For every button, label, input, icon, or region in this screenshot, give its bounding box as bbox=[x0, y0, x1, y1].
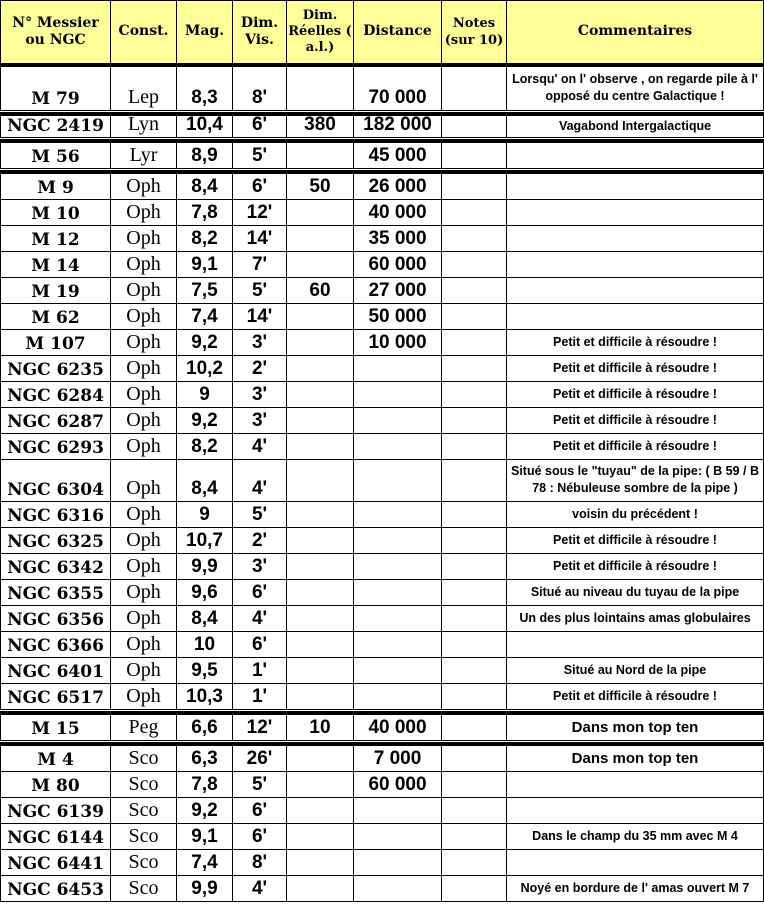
visual-size-cell: 8' bbox=[232, 849, 286, 875]
table-row bbox=[0, 849, 764, 875]
distance-cell bbox=[353, 605, 441, 631]
real-size-cell bbox=[286, 407, 353, 433]
object-name-cell: NGC 6293 bbox=[0, 433, 110, 459]
visual-size-cell: 4' bbox=[232, 459, 286, 501]
distance-cell bbox=[353, 501, 441, 527]
table-row bbox=[0, 714, 764, 740]
real-size-cell bbox=[286, 849, 353, 875]
magnitude-cell: 10 bbox=[176, 631, 232, 657]
table-row bbox=[0, 771, 764, 797]
header-visual-size: Dim. Vis. bbox=[232, 0, 286, 63]
header-notes: Notes (sur 10) bbox=[441, 0, 506, 63]
object-name-cell: NGC 6356 bbox=[0, 605, 110, 631]
real-size-cell bbox=[286, 381, 353, 407]
header-object-name: N° Messier ou NGC bbox=[0, 0, 110, 63]
visual-size-cell: 6' bbox=[232, 797, 286, 823]
notes-cell bbox=[441, 303, 506, 329]
distance-cell bbox=[353, 797, 441, 823]
real-size-cell bbox=[286, 66, 353, 111]
table-row bbox=[0, 303, 764, 329]
distance-cell bbox=[353, 355, 441, 381]
visual-size-cell: 1' bbox=[232, 683, 286, 710]
distance-cell: 60 000 bbox=[353, 251, 441, 277]
constellation-cell: Sco bbox=[110, 797, 176, 823]
notes-cell bbox=[441, 553, 506, 579]
constellation-cell: Peg bbox=[110, 714, 176, 741]
real-size-cell bbox=[286, 745, 353, 771]
distance-cell: 70 000 bbox=[353, 66, 441, 111]
visual-size-cell: 6' bbox=[232, 823, 286, 849]
constellation-cell: Sco bbox=[110, 823, 176, 849]
comment-cell bbox=[506, 251, 764, 277]
visual-size-cell: 3' bbox=[232, 329, 286, 355]
visual-size-cell: 8' bbox=[232, 66, 286, 111]
real-size-cell bbox=[286, 683, 353, 710]
constellation-cell: Oph bbox=[110, 173, 176, 199]
comment-cell: Petit et difficile à résoudre ! bbox=[506, 433, 764, 459]
notes-cell bbox=[441, 875, 506, 902]
constellation-cell: Lyr bbox=[110, 142, 176, 169]
notes-cell bbox=[441, 771, 506, 797]
magnitude-cell: 7,4 bbox=[176, 849, 232, 875]
constellation-cell: Oph bbox=[110, 501, 176, 527]
real-size-cell bbox=[286, 433, 353, 459]
table-row bbox=[0, 683, 764, 709]
notes-cell bbox=[441, 115, 506, 138]
header-magnitude: Mag. bbox=[176, 0, 232, 63]
real-size-cell: 60 bbox=[286, 277, 353, 303]
comment-cell: Lorsqu' on l' observe , on regarde pile à l' opposé du centre Galactique ! bbox=[506, 66, 764, 111]
notes-cell bbox=[441, 501, 506, 527]
constellation-cell: Oph bbox=[110, 407, 176, 433]
distance-cell: 182 000 bbox=[353, 115, 441, 138]
table-row bbox=[0, 66, 764, 110]
comment-cell bbox=[506, 225, 764, 251]
real-size-cell bbox=[286, 225, 353, 251]
object-name-cell: M 56 bbox=[0, 142, 110, 169]
constellation-cell: Oph bbox=[110, 329, 176, 355]
distance-cell: 60 000 bbox=[353, 771, 441, 797]
constellation-cell: Oph bbox=[110, 683, 176, 710]
distance-cell: 7 000 bbox=[353, 745, 441, 771]
object-name-cell: NGC 6144 bbox=[0, 823, 110, 849]
distance-cell bbox=[353, 527, 441, 553]
visual-size-cell: 5' bbox=[232, 277, 286, 303]
real-size-cell bbox=[286, 771, 353, 797]
table-row bbox=[0, 355, 764, 381]
table-row bbox=[0, 631, 764, 657]
magnitude-cell: 7,8 bbox=[176, 771, 232, 797]
visual-size-cell: 14' bbox=[232, 303, 286, 329]
magnitude-cell: 9,9 bbox=[176, 875, 232, 902]
object-name-cell: NGC 6401 bbox=[0, 657, 110, 683]
object-name-cell: NGC 2419 bbox=[0, 115, 110, 138]
header-distance: Distance bbox=[353, 0, 441, 63]
table-row bbox=[0, 381, 764, 407]
comment-cell bbox=[506, 199, 764, 225]
magnitude-cell: 9,1 bbox=[176, 823, 232, 849]
distance-cell bbox=[353, 459, 441, 501]
notes-cell bbox=[441, 605, 506, 631]
constellation-cell: Lep bbox=[110, 66, 176, 111]
object-name-cell: NGC 6235 bbox=[0, 355, 110, 381]
distance-cell bbox=[353, 631, 441, 657]
table-row bbox=[0, 459, 764, 501]
comment-cell: Un des plus lointains amas globulaires bbox=[506, 605, 764, 631]
visual-size-cell: 6' bbox=[232, 115, 286, 138]
distance-cell bbox=[353, 683, 441, 710]
magnitude-cell: 6,6 bbox=[176, 714, 232, 741]
visual-size-cell: 4' bbox=[232, 605, 286, 631]
constellation-cell: Sco bbox=[110, 771, 176, 797]
object-name-cell: M 80 bbox=[0, 771, 110, 797]
real-size-cell bbox=[286, 797, 353, 823]
comment-cell: Petit et difficile à résoudre ! bbox=[506, 683, 764, 710]
notes-cell bbox=[441, 527, 506, 553]
constellation-cell: Oph bbox=[110, 355, 176, 381]
notes-cell bbox=[441, 251, 506, 277]
object-name-cell: M 9 bbox=[0, 173, 110, 199]
visual-size-cell: 2' bbox=[232, 355, 286, 381]
header-real-size: Dim. Réelles ( a.l.) bbox=[286, 0, 353, 63]
object-name-cell: M 79 bbox=[0, 66, 110, 111]
visual-size-cell: 3' bbox=[232, 381, 286, 407]
table-row bbox=[0, 225, 764, 251]
real-size-cell bbox=[286, 553, 353, 579]
notes-cell bbox=[441, 631, 506, 657]
object-name-cell: NGC 6325 bbox=[0, 527, 110, 553]
notes-cell bbox=[441, 459, 506, 501]
visual-size-cell: 3' bbox=[232, 553, 286, 579]
object-name-cell: NGC 6304 bbox=[0, 459, 110, 501]
distance-cell: 27 000 bbox=[353, 277, 441, 303]
notes-cell bbox=[441, 329, 506, 355]
constellation-cell: Oph bbox=[110, 605, 176, 631]
real-size-cell bbox=[286, 527, 353, 553]
visual-size-cell: 6' bbox=[232, 631, 286, 657]
comment-cell: Situé au niveau du tuyau de la pipe bbox=[506, 579, 764, 605]
object-name-cell: NGC 6342 bbox=[0, 553, 110, 579]
comment-cell: Situé au Nord de la pipe bbox=[506, 657, 764, 683]
constellation-cell: Oph bbox=[110, 277, 176, 303]
magnitude-cell: 8,4 bbox=[176, 605, 232, 631]
magnitude-cell: 9 bbox=[176, 501, 232, 527]
magnitude-cell: 9,9 bbox=[176, 553, 232, 579]
magnitude-cell: 9,5 bbox=[176, 657, 232, 683]
magnitude-cell: 9,6 bbox=[176, 579, 232, 605]
magnitude-cell: 9,1 bbox=[176, 251, 232, 277]
notes-cell bbox=[441, 381, 506, 407]
comment-cell: Dans le champ du 35 mm avec M 4 bbox=[506, 823, 764, 849]
table-row bbox=[0, 527, 764, 553]
distance-cell: 45 000 bbox=[353, 142, 441, 169]
magnitude-cell: 10,7 bbox=[176, 527, 232, 553]
table-header bbox=[0, 0, 764, 63]
table-row bbox=[0, 823, 764, 849]
table-row bbox=[0, 579, 764, 605]
notes-cell bbox=[441, 199, 506, 225]
comment-cell: Dans mon top ten bbox=[506, 745, 764, 771]
real-size-cell bbox=[286, 303, 353, 329]
real-size-cell bbox=[286, 501, 353, 527]
object-name-cell: M 4 bbox=[0, 745, 110, 771]
constellation-cell: Oph bbox=[110, 579, 176, 605]
magnitude-cell: 7,8 bbox=[176, 199, 232, 225]
comment-cell: Dans mon top ten bbox=[506, 714, 764, 741]
object-name-cell: NGC 6453 bbox=[0, 875, 110, 902]
constellation-cell: Sco bbox=[110, 875, 176, 902]
distance-cell bbox=[353, 433, 441, 459]
magnitude-cell: 8,3 bbox=[176, 66, 232, 111]
visual-size-cell: 5' bbox=[232, 771, 286, 797]
distance-cell: 50 000 bbox=[353, 303, 441, 329]
notes-cell bbox=[441, 433, 506, 459]
magnitude-cell: 7,4 bbox=[176, 303, 232, 329]
visual-size-cell: 12' bbox=[232, 714, 286, 741]
comment-cell: Vagabond Intergalactique bbox=[506, 115, 764, 138]
distance-cell: 40 000 bbox=[353, 199, 441, 225]
visual-size-cell: 6' bbox=[232, 579, 286, 605]
object-name-cell: NGC 6517 bbox=[0, 683, 110, 710]
real-size-cell bbox=[286, 579, 353, 605]
constellation-cell: Oph bbox=[110, 553, 176, 579]
visual-size-cell: 3' bbox=[232, 407, 286, 433]
constellation-cell: Oph bbox=[110, 527, 176, 553]
notes-cell bbox=[441, 142, 506, 169]
comment-cell: Petit et difficile à résoudre ! bbox=[506, 553, 764, 579]
object-name-cell: NGC 6355 bbox=[0, 579, 110, 605]
visual-size-cell: 12' bbox=[232, 199, 286, 225]
object-name-cell: NGC 6287 bbox=[0, 407, 110, 433]
visual-size-cell: 4' bbox=[232, 433, 286, 459]
comment-cell: Petit et difficile à résoudre ! bbox=[506, 329, 764, 355]
object-name-cell: NGC 6139 bbox=[0, 797, 110, 823]
table-row bbox=[0, 142, 764, 168]
table-row bbox=[0, 433, 764, 459]
notes-cell bbox=[441, 849, 506, 875]
notes-cell bbox=[441, 173, 506, 199]
constellation-cell: Oph bbox=[110, 381, 176, 407]
constellation-cell: Oph bbox=[110, 199, 176, 225]
object-name-cell: M 10 bbox=[0, 199, 110, 225]
object-name-cell: NGC 6441 bbox=[0, 849, 110, 875]
comment-cell bbox=[506, 303, 764, 329]
notes-cell bbox=[441, 66, 506, 111]
distance-cell bbox=[353, 579, 441, 605]
distance-cell bbox=[353, 553, 441, 579]
notes-cell bbox=[441, 407, 506, 433]
magnitude-cell: 9,2 bbox=[176, 329, 232, 355]
object-name-cell: NGC 6316 bbox=[0, 501, 110, 527]
constellation-cell: Oph bbox=[110, 225, 176, 251]
comment-cell: Petit et difficile à résoudre ! bbox=[506, 381, 764, 407]
comment-cell: Situé sous le "tuyau" de la pipe: ( B 59 / B 78 : Nébuleuse sombre de la pipe ) bbox=[506, 459, 764, 501]
notes-cell bbox=[441, 277, 506, 303]
distance-cell bbox=[353, 823, 441, 849]
table-row bbox=[0, 407, 764, 433]
magnitude-cell: 10,3 bbox=[176, 683, 232, 710]
table-row bbox=[0, 199, 764, 225]
constellation-cell: Oph bbox=[110, 251, 176, 277]
table-row bbox=[0, 115, 764, 137]
magnitude-cell: 8,9 bbox=[176, 142, 232, 169]
magnitude-cell: 6,3 bbox=[176, 745, 232, 771]
distance-cell: 26 000 bbox=[353, 173, 441, 199]
real-size-cell bbox=[286, 329, 353, 355]
table-row bbox=[0, 173, 764, 199]
magnitude-cell: 9,2 bbox=[176, 407, 232, 433]
comment-cell: Petit et difficile à résoudre ! bbox=[506, 407, 764, 433]
object-name-cell: M 12 bbox=[0, 225, 110, 251]
real-size-cell bbox=[286, 459, 353, 501]
real-size-cell bbox=[286, 199, 353, 225]
visual-size-cell: 7' bbox=[232, 251, 286, 277]
table-row bbox=[0, 553, 764, 579]
comment-cell bbox=[506, 849, 764, 875]
comment-cell bbox=[506, 771, 764, 797]
visual-size-cell: 2' bbox=[232, 527, 286, 553]
table-row bbox=[0, 797, 764, 823]
real-size-cell: 10 bbox=[286, 714, 353, 741]
distance-cell bbox=[353, 849, 441, 875]
object-name-cell: M 14 bbox=[0, 251, 110, 277]
table-row bbox=[0, 605, 764, 631]
magnitude-cell: 9,2 bbox=[176, 797, 232, 823]
visual-size-cell: 4' bbox=[232, 875, 286, 902]
distance-cell: 35 000 bbox=[353, 225, 441, 251]
object-name-cell: NGC 6284 bbox=[0, 381, 110, 407]
constellation-cell: Sco bbox=[110, 745, 176, 771]
comment-cell bbox=[506, 173, 764, 199]
distance-cell bbox=[353, 657, 441, 683]
magnitude-cell: 7,5 bbox=[176, 277, 232, 303]
constellation-cell: Oph bbox=[110, 631, 176, 657]
distance-cell: 10 000 bbox=[353, 329, 441, 355]
comment-cell: voisin du précédent ! bbox=[506, 501, 764, 527]
object-name-cell: M 15 bbox=[0, 714, 110, 741]
real-size-cell bbox=[286, 875, 353, 902]
notes-cell bbox=[441, 225, 506, 251]
constellation-cell: Sco bbox=[110, 849, 176, 875]
notes-cell bbox=[441, 797, 506, 823]
real-size-cell bbox=[286, 631, 353, 657]
object-name-cell: M 107 bbox=[0, 329, 110, 355]
distance-cell bbox=[353, 875, 441, 902]
visual-size-cell: 6' bbox=[232, 173, 286, 199]
comment-cell bbox=[506, 797, 764, 823]
table-row bbox=[0, 329, 764, 355]
comment-cell bbox=[506, 277, 764, 303]
real-size-cell bbox=[286, 251, 353, 277]
table-row bbox=[0, 501, 764, 527]
comment-cell: Noyé en bordure de l' amas ouvert M 7 bbox=[506, 875, 764, 902]
notes-cell bbox=[441, 657, 506, 683]
notes-cell bbox=[441, 714, 506, 741]
real-size-cell: 380 bbox=[286, 115, 353, 138]
notes-cell bbox=[441, 579, 506, 605]
real-size-cell bbox=[286, 605, 353, 631]
header-constellation: Const. bbox=[110, 0, 176, 63]
visual-size-cell: 26' bbox=[232, 745, 286, 771]
real-size-cell bbox=[286, 657, 353, 683]
real-size-cell bbox=[286, 823, 353, 849]
notes-cell bbox=[441, 745, 506, 771]
constellation-cell: Oph bbox=[110, 459, 176, 501]
notes-cell bbox=[441, 355, 506, 381]
object-name-cell: NGC 6366 bbox=[0, 631, 110, 657]
visual-size-cell: 5' bbox=[232, 142, 286, 169]
object-name-cell: M 19 bbox=[0, 277, 110, 303]
comment-cell: Petit et difficile à résoudre ! bbox=[506, 527, 764, 553]
constellation-cell: Oph bbox=[110, 303, 176, 329]
constellation-cell: Oph bbox=[110, 657, 176, 683]
comment-cell: Petit et difficile à résoudre ! bbox=[506, 355, 764, 381]
distance-cell: 40 000 bbox=[353, 714, 441, 741]
real-size-cell bbox=[286, 142, 353, 169]
magnitude-cell: 8,2 bbox=[176, 433, 232, 459]
table-row bbox=[0, 277, 764, 303]
object-name-cell: M 62 bbox=[0, 303, 110, 329]
visual-size-cell: 1' bbox=[232, 657, 286, 683]
table-row bbox=[0, 251, 764, 277]
table-row bbox=[0, 745, 764, 771]
magnitude-cell: 8,4 bbox=[176, 459, 232, 501]
constellation-cell: Lyn bbox=[110, 115, 176, 138]
constellation-cell: Oph bbox=[110, 433, 176, 459]
visual-size-cell: 14' bbox=[232, 225, 286, 251]
distance-cell bbox=[353, 381, 441, 407]
table-row bbox=[0, 657, 764, 683]
magnitude-cell: 10,4 bbox=[176, 115, 232, 138]
magnitude-cell: 8,4 bbox=[176, 173, 232, 199]
comment-cell bbox=[506, 631, 764, 657]
notes-cell bbox=[441, 683, 506, 710]
visual-size-cell: 5' bbox=[232, 501, 286, 527]
distance-cell bbox=[353, 407, 441, 433]
table-row bbox=[0, 875, 764, 901]
notes-cell bbox=[441, 823, 506, 849]
real-size-cell bbox=[286, 355, 353, 381]
header-comments: Commentaires bbox=[506, 0, 764, 63]
magnitude-cell: 10,2 bbox=[176, 355, 232, 381]
magnitude-cell: 9 bbox=[176, 381, 232, 407]
real-size-cell: 50 bbox=[286, 173, 353, 199]
magnitude-cell: 8,2 bbox=[176, 225, 232, 251]
comment-cell bbox=[506, 142, 764, 169]
